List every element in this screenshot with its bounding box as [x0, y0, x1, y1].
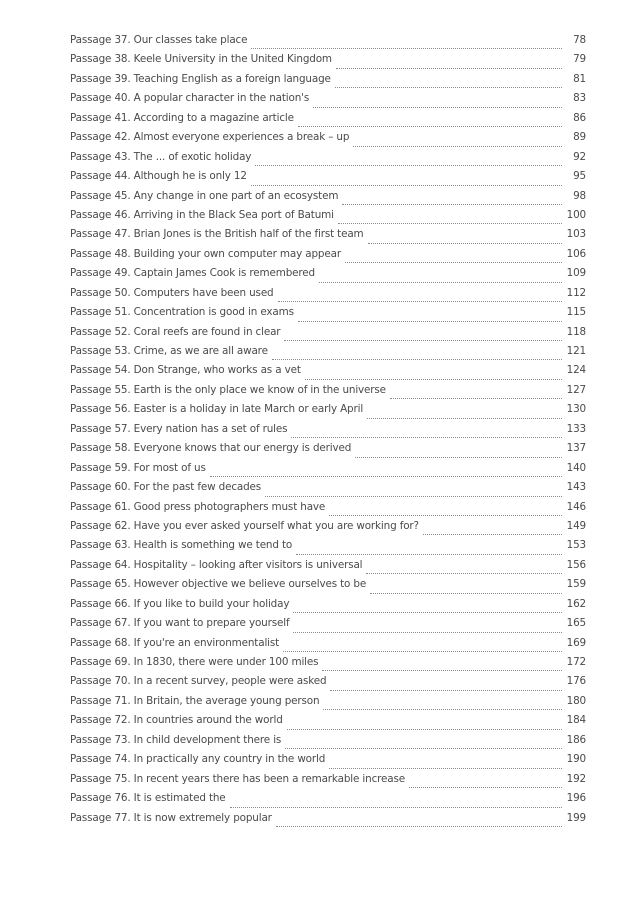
dot-leader [367, 408, 562, 419]
toc-entry-page-number: 95 [573, 170, 586, 183]
dot-leader [283, 641, 562, 652]
toc-entry-page-number: 133 [566, 422, 586, 435]
dot-leader [355, 447, 562, 458]
toc-entry-page-number: 192 [566, 772, 586, 785]
toc-entry-page-number: 143 [566, 481, 586, 494]
dot-leader [390, 388, 562, 399]
dot-leader [330, 680, 562, 691]
dot-leader [313, 97, 562, 108]
dot-leader [272, 349, 562, 360]
toc-entry[interactable] [70, 131, 586, 150]
dot-leader [276, 816, 562, 827]
toc-entry[interactable] [70, 481, 586, 500]
toc-entry-page-number: 162 [566, 597, 586, 610]
toc-entry[interactable] [70, 773, 586, 792]
toc-entry-page-number: 140 [566, 461, 586, 474]
toc-entry[interactable] [70, 34, 586, 53]
toc-entry[interactable] [70, 287, 586, 306]
toc-entry[interactable] [70, 423, 586, 442]
toc-entry-page-number: 100 [566, 208, 586, 221]
dot-leader [291, 427, 562, 438]
toc-entry-title: Passage 58. Everyone knows that our energy is derived [70, 442, 352, 455]
table-of-contents [70, 34, 586, 831]
toc-entry-page-number: 165 [566, 617, 586, 630]
toc-entry-title: Passage 61. Good press photographers must have [70, 500, 326, 513]
toc-entry-title: Passage 69. In 1830, there were under 100 miles [70, 656, 319, 668]
toc-entry-page-number: 176 [566, 675, 586, 688]
toc-entry-title: Passage 38. Keele University in the United Kingdom [70, 53, 332, 66]
toc-entry-page-number: 159 [566, 578, 586, 591]
toc-entry-title: Passage 44. Although he is only 12 [70, 170, 247, 183]
toc-entry[interactable] [70, 695, 586, 714]
toc-entry-page-number: 137 [566, 442, 586, 455]
toc-entry-title: Passage 71. In Britain, the average young person [70, 694, 320, 707]
toc-entry-page-number: 109 [566, 267, 586, 280]
toc-entry[interactable] [70, 812, 586, 831]
toc-entry-page-number: 149 [566, 519, 586, 532]
dot-leader [329, 758, 562, 769]
toc-entry-page-number: 186 [566, 733, 586, 746]
toc-entry[interactable] [70, 151, 586, 170]
toc-entry[interactable] [70, 248, 586, 267]
toc-entry-page-number: 112 [566, 286, 586, 299]
toc-entry-title: Passage 60. For the past few decades [70, 481, 262, 494]
dot-leader [278, 291, 562, 302]
toc-entry-title: Passage 64. Hospitality – looking after visitors is universal [70, 558, 363, 571]
toc-entry[interactable] [70, 73, 586, 92]
dot-leader [230, 797, 562, 808]
dot-leader [251, 38, 562, 49]
toc-entry[interactable] [70, 656, 586, 675]
dot-leader [345, 252, 562, 263]
toc-entry-page-number: 130 [566, 403, 586, 416]
toc-entry-title: Passage 48. Building your own computer may appear [70, 247, 341, 260]
toc-entry-page-number: 196 [566, 792, 586, 805]
toc-entry[interactable] [70, 345, 586, 364]
toc-entry-page-number: 180 [566, 694, 586, 707]
toc-entry[interactable] [70, 792, 586, 811]
toc-entry-title: Passage 76. It is estimated the [70, 792, 226, 805]
dot-leader [265, 486, 562, 497]
toc-entry-title: Passage 65. However objective we believe ourselves to be [70, 578, 367, 591]
toc-entry-page-number: 121 [566, 345, 586, 357]
toc-entry[interactable] [70, 326, 586, 345]
toc-entry[interactable] [70, 637, 586, 656]
dot-leader [293, 622, 562, 633]
toc-entry-title: Passage 45. Any change in one part of an ecosystem [70, 189, 339, 202]
toc-entry-page-number: 172 [566, 656, 586, 668]
toc-entry[interactable] [70, 753, 586, 772]
toc-entry-page-number: 103 [566, 228, 586, 241]
toc-entry-title: Passage 37. Our classes take place [70, 34, 248, 46]
toc-entry-title: Passage 56. Easter is a holiday in late March or early April [70, 403, 364, 416]
dot-leader [336, 58, 562, 69]
toc-entry-title: Passage 39. Teaching English as a foreign language [70, 72, 331, 85]
toc-entry[interactable] [70, 442, 586, 461]
toc-entry-page-number: 153 [566, 539, 586, 552]
toc-entry-title: Passage 55. Earth is the only place we know of in the universe [70, 383, 386, 396]
dot-leader [293, 602, 562, 613]
dot-leader [370, 583, 562, 594]
toc-entry[interactable] [70, 209, 586, 228]
toc-entry-page-number: 79 [573, 53, 586, 66]
toc-entry[interactable] [70, 617, 586, 636]
toc-entry-title: Passage 66. If you like to build your holiday [70, 597, 290, 610]
toc-entry[interactable] [70, 501, 586, 520]
dot-leader [342, 194, 562, 205]
toc-entry-page-number: 83 [573, 92, 586, 105]
dot-leader [335, 77, 562, 88]
toc-entry-page-number: 118 [566, 325, 586, 338]
dot-leader [423, 524, 562, 535]
dot-leader [305, 369, 562, 380]
dot-leader [319, 272, 562, 283]
toc-entry[interactable] [70, 520, 586, 539]
toc-entry-title: Passage 40. A popular character in the nation's [70, 92, 310, 105]
toc-entry-title: Passage 77. It is now extremely popular [70, 811, 272, 824]
toc-entry[interactable] [70, 384, 586, 403]
dot-leader [255, 155, 562, 166]
toc-entry[interactable] [70, 578, 586, 597]
toc-entry-title: Passage 43. The ... of exotic holiday [70, 150, 252, 163]
toc-entry-title: Passage 52. Coral reefs are found in clear [70, 325, 281, 338]
toc-entry-title: Passage 49. Captain James Cook is remembered [70, 267, 315, 280]
toc-entry-page-number: 127 [566, 383, 586, 396]
toc-entry-page-number: 156 [566, 558, 586, 571]
toc-entry-page-number: 86 [573, 111, 586, 124]
toc-entry[interactable] [70, 170, 586, 189]
toc-entry-title: Passage 46. Arriving in the Black Sea port of Batumi [70, 208, 334, 221]
toc-entry-title: Passage 53. Crime, as we are all aware [70, 345, 268, 357]
toc-entry[interactable] [70, 228, 586, 247]
toc-entry-title: Passage 51. Concentration is good in exams [70, 306, 294, 319]
toc-entry-title: Passage 75. In recent years there has been a remarkable increase [70, 772, 406, 785]
toc-entry[interactable] [70, 734, 586, 753]
toc-entry-title: Passage 47. Brian Jones is the British half of the first team [70, 228, 364, 241]
dot-leader [366, 563, 562, 574]
dot-leader [284, 330, 562, 341]
toc-entry[interactable] [70, 53, 586, 72]
dot-leader [210, 466, 562, 477]
toc-entry[interactable] [70, 306, 586, 325]
toc-entry-title: Passage 68. If you're an environmentalist [70, 636, 280, 649]
toc-entry[interactable] [70, 714, 586, 733]
dot-leader [251, 175, 562, 186]
toc-entry[interactable] [70, 598, 586, 617]
toc-entry-page-number: 81 [573, 72, 586, 85]
dot-leader [322, 660, 562, 671]
dot-leader [409, 777, 562, 788]
toc-entry-title: Passage 70. In a recent survey, people were asked [70, 675, 327, 688]
dot-leader [353, 136, 562, 147]
toc-entry-page-number: 78 [573, 34, 586, 46]
toc-entry[interactable] [70, 364, 586, 383]
toc-entry-page-number: 98 [573, 189, 586, 202]
toc-entry-page-number: 184 [566, 714, 586, 727]
toc-entry-page-number: 92 [573, 150, 586, 163]
toc-entry-page-number: 146 [566, 500, 586, 513]
toc-entry[interactable] [70, 559, 586, 578]
toc-entry[interactable] [70, 112, 586, 131]
toc-entry-title: Passage 41. According to a magazine article [70, 111, 294, 124]
dot-leader [298, 116, 562, 127]
toc-entry[interactable] [70, 267, 586, 286]
dot-leader [338, 213, 562, 224]
toc-entry-title: Passage 42. Almost everyone experiences a break – up [70, 131, 350, 144]
dot-leader [368, 233, 562, 244]
toc-entry-page-number: 106 [566, 247, 586, 260]
dot-leader [323, 699, 562, 710]
toc-entry[interactable] [70, 462, 586, 481]
dot-leader [298, 311, 562, 322]
toc-entry-page-number: 169 [566, 636, 586, 649]
toc-entry[interactable] [70, 403, 586, 422]
toc-entry-title: Passage 62. Have you ever asked yourself what you are working for? [70, 519, 419, 532]
toc-entry-page-number: 190 [566, 753, 586, 766]
toc-entry-title: Passage 54. Don Strange, who works as a vet [70, 364, 301, 377]
dot-leader [287, 719, 562, 730]
toc-entry-page-number: 89 [573, 131, 586, 144]
toc-entry[interactable] [70, 92, 586, 111]
toc-entry-title: Passage 50. Computers have been used [70, 286, 274, 299]
dot-leader [329, 505, 562, 516]
toc-entry[interactable] [70, 675, 586, 694]
dot-leader [296, 544, 562, 555]
toc-entry-title: Passage 73. In child development there is [70, 733, 282, 746]
toc-entry-title: Passage 74. In practically any country in the world [70, 753, 326, 766]
toc-entry-title: Passage 59. For most of us [70, 461, 206, 474]
toc-entry-title: Passage 67. If you want to prepare yourself [70, 617, 290, 630]
toc-entry-title: Passage 63. Health is something we tend to [70, 539, 293, 552]
toc-entry-page-number: 115 [566, 306, 586, 319]
dot-leader [285, 738, 562, 749]
toc-entry-title: Passage 57. Every nation has a set of rules [70, 422, 288, 435]
toc-entry[interactable] [70, 539, 586, 558]
toc-entry[interactable] [70, 190, 586, 209]
toc-entry-page-number: 124 [566, 364, 586, 377]
toc-entry-title: Passage 72. In countries around the world [70, 714, 283, 727]
toc-entry-page-number: 199 [566, 811, 586, 824]
